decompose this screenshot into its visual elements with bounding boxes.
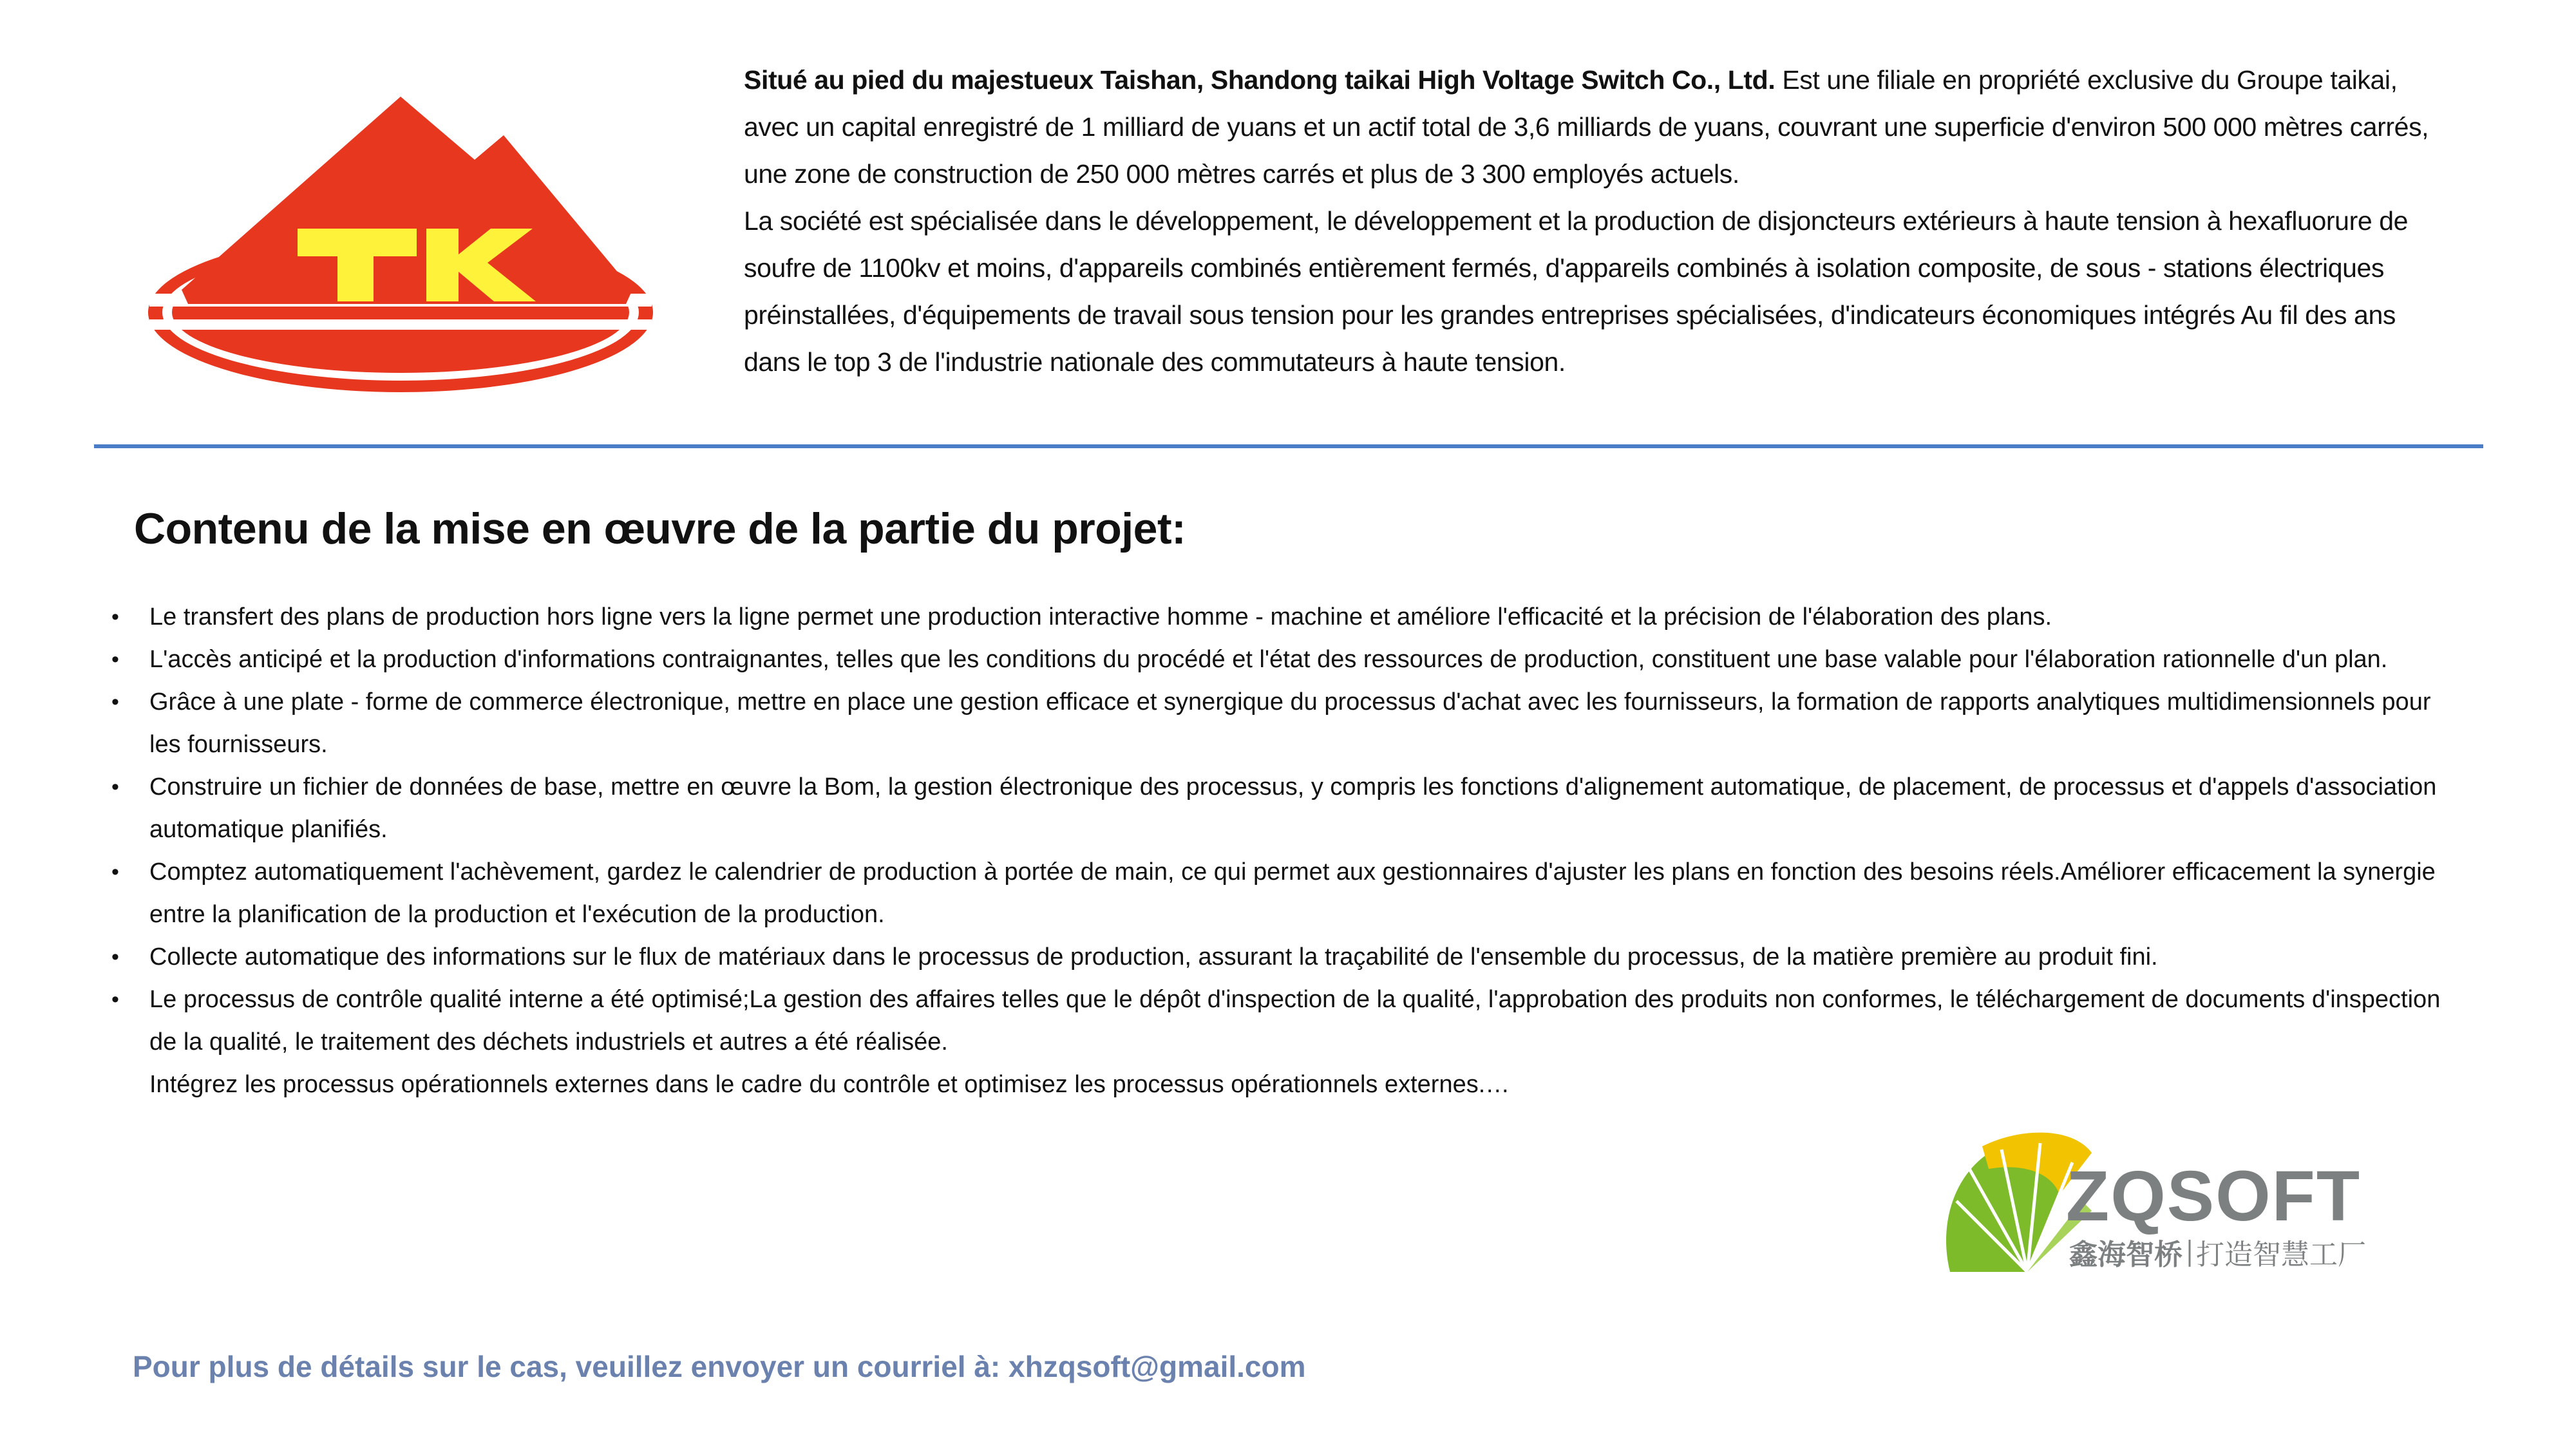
tk-company-logo [143, 97, 658, 399]
section-title: Contenu de la mise en œuvre de la partie du projet: [134, 504, 1186, 553]
section-divider [94, 444, 2483, 448]
zqsoft-slogan: 打造智慧工厂 [2196, 1238, 2366, 1271]
list-item-text: Collecte automatique des informations sur le flux de matériaux dans le processus de production, assurant la traçabilité de l'ensemble du processus, de la matière première au produit fini. [149, 943, 2158, 971]
zqsoft-wordmark: ZQSOFT [2066, 1157, 2362, 1236]
list-item [109, 851, 2467, 936]
intro-paragraph-1 [744, 57, 2444, 198]
bullet-icon: • [111, 945, 119, 969]
implementation-list [109, 596, 2467, 1106]
list-item-text: Le processus de contrôle qualité interne a été optimisé;La gestion des affaires telles que le dépôt d'inspection de la qualité, l'approbation des produits non conformes, le téléchargement de documents d'inspection de la qualité, le traitement des déchets industriels et autres a été réalisée. [149, 986, 2441, 1056]
intro-text-1: Est une filiale en propriété exclusive du Groupe taikai, avec un capital enregistré de 1 milliard de yuans et un actif total de 3,6 milliards de yuans, couvrant une superficie d'environ 500 000 mètres carrés, une zone de construction de 250 000 mètres carrés et plus de 3 300 employés actuels. [744, 65, 2429, 189]
list-item-text: Grâce à une plate - forme de commerce électronique, mettre en place une gestion efficace et synergique du processus d'achat avec les fournisseurs, la formation de rapports analytiques multidimensionnels pour les fournisseurs. [149, 688, 2431, 758]
logo-mountain-bottom [182, 290, 632, 304]
list-item [109, 681, 2467, 766]
list-item-text: Comptez automatiquement l'achèvement, gardez le calendrier de production à portée de main, ce qui permet aux gestionnaires d'ajuster les plans en fonction des besoins réels.Améliorer efficacement la synergie entre la planification de la production et l'exécution de la production. [149, 858, 2436, 928]
list-item [109, 596, 2467, 638]
list-item [109, 638, 2467, 681]
bullet-icon: • [111, 860, 119, 884]
logo-mountains [182, 97, 632, 290]
bullet-icon: • [111, 605, 119, 629]
logo-band-white-2 [149, 319, 652, 330]
list-item [109, 766, 2467, 851]
bullet-icon: • [111, 987, 119, 1012]
bullet-icon: • [111, 647, 119, 672]
list-item-text: Le transfert des plans de production hors ligne vers la ligne permet une production interactive homme - machine et améliore l'efficacité et la précision de l'élaboration des plans. [149, 603, 2052, 630]
list-item-text: L'accès anticipé et la production d'informations contraignantes, telles que les conditions du procédé et l'état des ressources de production, constituent une base valable pour l'élaboration rationnelle d'un plan. [149, 646, 2388, 673]
company-intro [744, 57, 2444, 386]
list-item [109, 978, 2467, 1063]
list-item-continuation: Intégrez les processus opérationnels externes dans le cadre du contrôle et optimisez les processus opérationnels externes.… [149, 1071, 1510, 1098]
list-item-text: Construire un fichier de données de base, mettre en œuvre la Bom, la gestion électronique des processus, y compris les fonctions d'alignement automatique, de placement, de processus et d'appels d'association automatique planifiés. [149, 773, 2437, 843]
contact-footer: Pour plus de détails sur le cas, veuillez envoyer un courriel à: xhzqsoft@gmail.com [133, 1350, 1306, 1383]
bullet-icon: • [111, 690, 119, 714]
intro-paragraph-2: La société est spécialisée dans le développement, le développement et la production de disjoncteurs extérieurs à haute tension à hexafluorure de soufre de 1100kv et moins, d'appareils combinés entièrement fermés, d'appareils combinés à isolation composite, de sous - stations électriques préinstallées, d'équipements de travail sous tension pour les grandes entreprises spécialisées, d'indicateurs économiques intégrés Au fil des ans dans le top 3 de l'industrie nationale des commutateurs à haute tension. [744, 206, 2409, 377]
intro-lead: Situé au pied du majestueux Taishan, Shandong taikai High Voltage Switch Co., Ltd. [744, 65, 1776, 95]
bullet-icon: • [111, 775, 119, 799]
zqsoft-logo [1931, 1124, 2382, 1278]
zqsoft-cn-name: 鑫海智桥 [2069, 1238, 2183, 1271]
list-item [109, 936, 2467, 978]
